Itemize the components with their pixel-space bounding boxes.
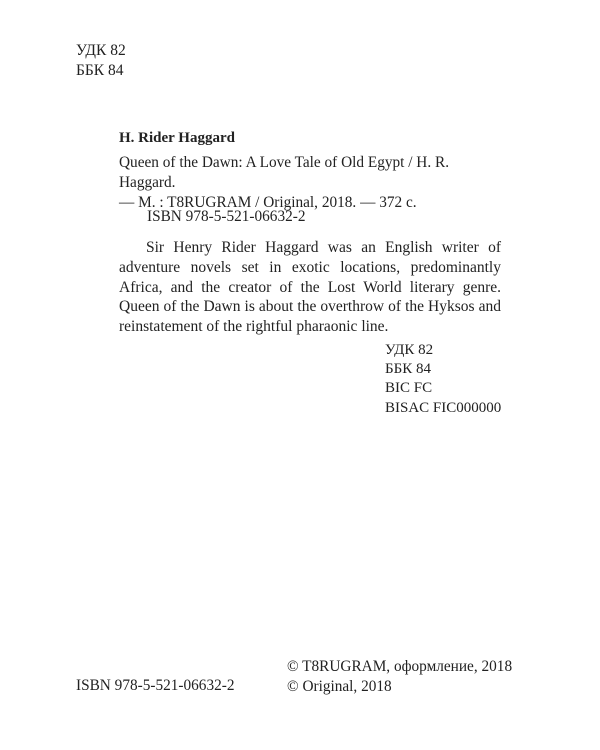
bibliographic-entry <box>119 153 501 213</box>
bibliographic-title-line: Queen of the Dawn: A Love Tale of Old Egypt / H. R. Haggard. <box>119 154 450 191</box>
bic-code: BIC FC <box>385 380 433 397</box>
bisac-code: BISAC FIC000000 <box>385 399 502 416</box>
udk-code: УДК 82 <box>385 342 434 358</box>
classification-codes <box>385 341 501 418</box>
isbn: ISBN 978-5-521-06632-2 <box>147 208 306 225</box>
header-udk-code: УДК 82 <box>76 42 126 59</box>
annotation-paragraph: Sir Henry Rider Haggard was an English writer of adventure novels set in exotic locations, predominantly Africa, and the creator of the Lost World literary genre. Queen of the Dawn is about the overthrow of the Hyksos and reinstatement of the rightful pharaonic line. <box>119 239 501 336</box>
author-name: H. Rider Haggard <box>119 130 235 146</box>
header-classification-codes <box>76 41 126 81</box>
copyright-design: © T8RUGRAM, оформление, 2018 <box>287 658 513 675</box>
header-bbk-code: ББК 84 <box>76 62 124 79</box>
bbk-code: ББК 84 <box>385 361 431 378</box>
copyright-original: © Original, 2018 <box>287 678 392 695</box>
bibliographic-publisher-line: — M. : T8RUGRAM / Original, 2018. — 372 с. <box>119 194 417 211</box>
footer-isbn: ISBN 978-5-521-06632-2 <box>76 677 235 694</box>
copyright-block <box>287 657 512 697</box>
